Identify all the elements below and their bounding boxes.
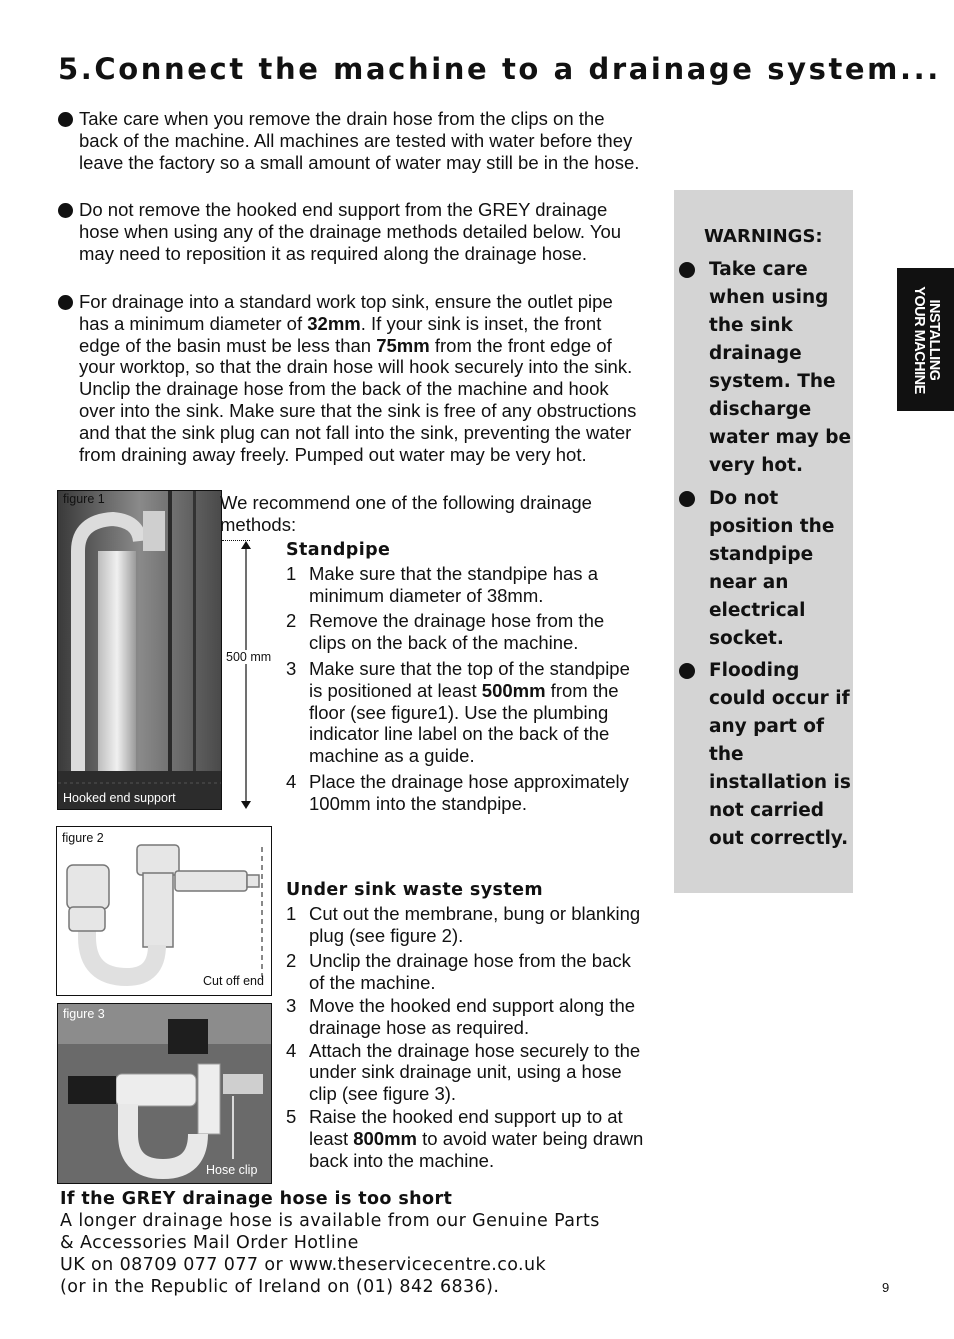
measure-label: 500 mm [226, 650, 272, 664]
undersink-section [286, 880, 646, 1171]
bullet-icon [58, 203, 73, 218]
page-number: 9 [882, 1280, 890, 1295]
standpipe-heading: Standpipe [286, 540, 391, 560]
bullet-item [58, 291, 646, 465]
bullet-text: Do not remove the hooked end support from the GREY drainage hose when using any of the drainage methods detailed below. You may need to reposition it as required along the drainage hose. [79, 199, 622, 264]
list-item: 5 Raise the hooked end support up to at least 800mm to avoid water being drawn back into the machine. [286, 1105, 644, 1171]
bullet-icon [58, 295, 73, 310]
figure-2-caption: Cut off end [203, 974, 264, 988]
warnings-box [674, 190, 853, 893]
footer-line: A longer drainage hose is available from our Genuine Parts [60, 1211, 600, 1231]
list-item: 2 Remove the drainage hose from the clips on the back of the machine. [286, 610, 605, 654]
footer-line: UK on 08709 077 077 or www.theservicecentre.co.uk [60, 1255, 547, 1275]
bullet-item [58, 108, 648, 173]
figure-1-label: figure 1 [63, 492, 105, 506]
list-item: 4 Attach the drainage hose securely to the under sink drainage unit, using a hose clip (see figure 3). [286, 1039, 641, 1105]
figure-2-label: figure 2 [62, 831, 104, 845]
figure-1-photo [57, 490, 222, 810]
warning-item: Take care when using the sink drainage system. The discharge water may be very hot. [709, 256, 859, 480]
measure-arrow-icon [238, 540, 254, 810]
side-tab-label: INSTALLING YOUR MACHINE [910, 285, 942, 394]
list-item: 2 Unclip the drainage hose from the back of the machine. [286, 950, 631, 994]
bullet-item [58, 199, 648, 264]
recommend-text: We recommend one of the following drainage methods: [220, 492, 592, 535]
footer-line: & Accessories Mail Order Hotline [60, 1233, 359, 1253]
standpipe-photo-illustration [58, 491, 221, 809]
bullet-icon [679, 491, 695, 507]
list-item: 1 Make sure that the standpipe has a minimum diameter of 38mm. [286, 562, 598, 606]
list-item: 3 Make sure that the top of the standpipe is positioned at least 500mm from the floor (see figure1). Use the plumbing indicator line label on the back of the machine as a guide. [286, 657, 630, 767]
section-side-tab [897, 268, 954, 411]
bullet-icon [679, 663, 695, 679]
list-item: 3 Move the hooked end support along the drainage hose as required. [286, 994, 636, 1038]
warnings-title: WARNINGS: [704, 226, 823, 247]
page-title: 5.Connect the machine to a drainage system... [58, 52, 941, 86]
waste-trap-illustration [57, 827, 271, 995]
footer-section [60, 1188, 700, 1298]
sink-waste-photo-illustration [58, 1004, 271, 1183]
warning-item: Flooding could occur if any part of the installation is not carried out correctly. [709, 657, 859, 853]
bullet-text: Take care when you remove the drain hose from the clips on the back of the machine. All machines are tested with water before they leave the factory so a small amount of water may still be in the hose. [79, 108, 640, 173]
footer-line: (or in the Republic of Ireland on (01) 842 6836). [60, 1277, 500, 1297]
figure-3-label: figure 3 [63, 1007, 105, 1021]
figure-3-photo [57, 1003, 272, 1184]
undersink-heading: Under sink waste system [286, 880, 544, 900]
bullet-text: For drainage into a standard work top sink, ensure the outlet pipe has a minimum diameter of 32mm. If your sink is inset, the front edge of the basin must be less than 75mm from the front edge of your worktop, so that the drain hose will hook securely into the sink. Unclip the drainage hose from the back of the machine and hook over into the sink. Make sure that the sink is free of any obstructions and that the sink plug can not fall into the sink, preventing the water from draining away freely. Pumped out water may be very hot. [79, 291, 637, 465]
list-item: 4 Place the drainage hose approximately 100mm into the standpipe. [286, 770, 629, 814]
list-item: 1 Cut out the membrane, bung or blanking plug (see figure 2). [286, 902, 641, 946]
figure-2-photo [56, 826, 272, 996]
bullet-icon [679, 262, 695, 278]
bullet-icon [58, 112, 73, 127]
warning-item: Do not position the standpipe near an electrical socket. [709, 485, 859, 653]
figure-1-caption: Hooked end support [63, 791, 176, 805]
footer-heading: If the GREY drainage hose is too short [60, 1189, 453, 1209]
figure-3-caption: Hose clip [206, 1163, 258, 1177]
standpipe-section [286, 540, 646, 815]
